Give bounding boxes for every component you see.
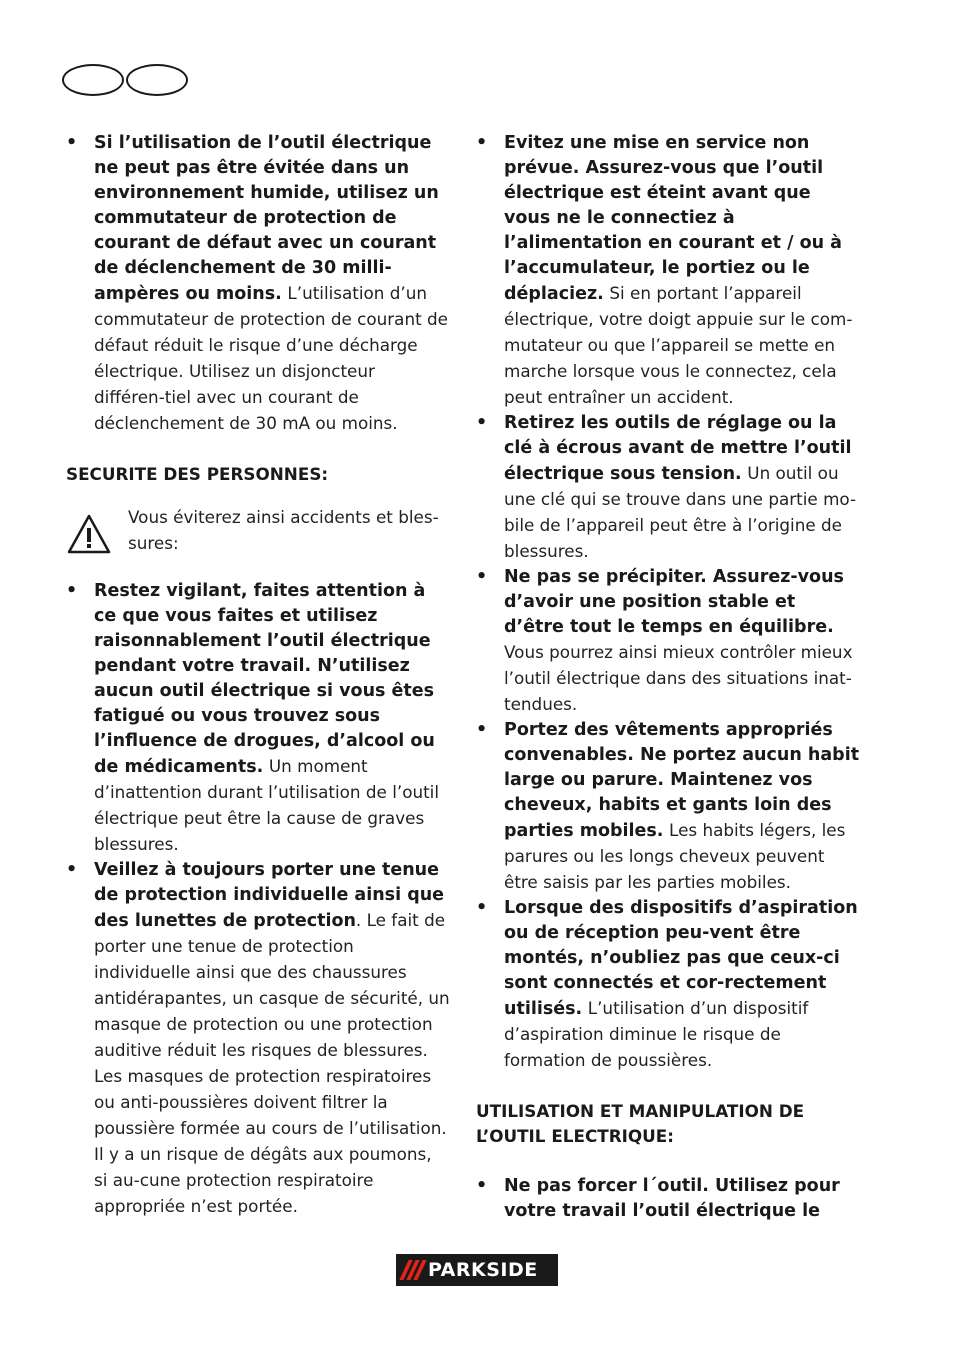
right-column <box>476 131 860 1224</box>
list-item <box>66 131 450 437</box>
item-bold-text: Retirez les outils de réglage ou la clé à écrous avant de mettre l’outil électrique sous tension. <box>504 413 852 484</box>
warning-text: Vous éviterez ainsi accidents et bles-sures: <box>128 507 439 553</box>
item-bold-text: Si l’utilisation de l’outil électrique ne peut pas être évitée dans un environnement humide, utilisez un commutateur de protection de courant de défaut avec un courant de déclenchement de 30 milli-ampères ou moins. <box>94 133 439 304</box>
item-body-text: Vous pourrez ainsi mieux contrôler mieux l’outil électrique dans des situations inat-tendues. <box>504 642 853 714</box>
language-marker <box>62 64 188 98</box>
item-bold-text: Portez des vêtements appropriés convenables. Ne portez aucun habit large ou parure. Maintenez vos cheveux, habits et gants loin des parties mobiles. <box>504 720 860 841</box>
bullet-icon: • <box>476 133 488 153</box>
logo-stripes-icon <box>404 1260 422 1280</box>
list-item <box>476 718 860 896</box>
bullet-icon: • <box>476 413 488 433</box>
item-bold-text: Lorsque des dispositifs d’aspiration ou de réception peu-vent être montés, n’oubliez pas que ceux-ci sont connectés et cor-rectement utilisés. <box>504 898 858 1019</box>
bullet-icon: • <box>66 581 78 601</box>
item-bold-text: Ne pas forcer l´outil. Utilisez pour votre travail l’outil électrique le <box>504 1176 840 1221</box>
item-bold-text: Veillez à toujours porter une tenue de protection individuelle ainsi que des lunettes de protection <box>94 860 445 931</box>
bullet-icon: • <box>476 567 488 587</box>
list-item <box>476 896 860 1074</box>
item-body-text: Un moment d’inattention durant l’utilisation de l’outil électrique peut être la cause de graves blessures. <box>94 756 440 854</box>
left-column <box>66 131 450 1220</box>
list-item <box>66 858 450 1220</box>
warning-triangle-icon <box>66 513 112 555</box>
section-heading-utilisation: UTILISATION ET MANIPULATION DE L’OUTIL ELECTRIQUE: <box>476 1101 805 1146</box>
list-item <box>476 411 860 565</box>
bullet-icon: • <box>476 720 488 740</box>
list-item <box>476 1174 860 1224</box>
bullet-icon: • <box>476 1176 488 1196</box>
bullet-icon: • <box>476 898 488 918</box>
item-bold-text: Ne pas se précipiter. Assurez-vous d’avoir une position stable et d’être tout le temps en équilibre. <box>504 567 844 637</box>
list-item <box>476 565 860 718</box>
item-body-text: L’utilisation d’un commutateur de protection de courant de défaut réduit le risque d’une décharge électrique. Utilisez un disjoncteur différen-tiel avec un courant de déclenchement de 30 mA ou moins. <box>94 283 448 433</box>
language-oval-left <box>62 64 124 96</box>
brand-name: PARKSIDE <box>428 1259 538 1281</box>
language-oval-right <box>126 64 188 96</box>
section-heading-personnes: SECURITE DES PERSONNES: <box>66 464 329 484</box>
item-body-text: . Le fait de porter une tenue de protection individuelle ainsi que des chaussures antidérapantes, un casque de sécurité, un masque de protection ou une protection auditive réduit les risques de blessures. Les masques de protection respiratoires ou anti-poussières doivent filtrer la poussière formée au cours de l’utilisation. Il y a un risque de dégâts aux poumons, si au-cune protection respiratoire appropriée n’est portée. <box>94 910 450 1216</box>
item-body-text: L’utilisation d’un dispositif d’aspiration diminue le risque de formation de poussières. <box>504 998 809 1070</box>
warning-note <box>66 505 450 557</box>
list-item <box>476 131 860 411</box>
bullet-icon: • <box>66 133 78 153</box>
item-bold-text: Evitez une mise en service non prévue. Assurez-vous que l’outil électrique est éteint avant que vous ne le connectiez à l’alimentation en courant et / ou à l’accumulateur, le portiez ou le déplaciez. <box>504 133 842 304</box>
parkside-logo <box>396 1254 558 1286</box>
item-body-text: Un outil ou une clé qui se trouve dans une partie mo-bile de l’appareil peut être à l’origine de blessures. <box>504 463 857 561</box>
bullet-icon: • <box>66 860 78 880</box>
item-bold-text: Restez vigilant, faites attention à ce que vous faites et utilisez raisonnablement l’outil électrique pendant votre travail. N’utilisez aucun outil électrique si vous êtes fatigué ou vous trouvez sous l’influence de drogues, d’alcool ou de médicaments. <box>94 581 435 777</box>
item-body-text: Les habits légers, les parures ou les longs cheveux peuvent être saisis par les parties mobiles. <box>504 820 846 892</box>
list-item <box>66 579 450 858</box>
item-body-text: Si en portant l’appareil électrique, votre doigt appuie sur le com-mutateur ou que l’appareil se mette en marche lorsque vous le connectez, cela peut entraîner un accident. <box>504 283 853 407</box>
